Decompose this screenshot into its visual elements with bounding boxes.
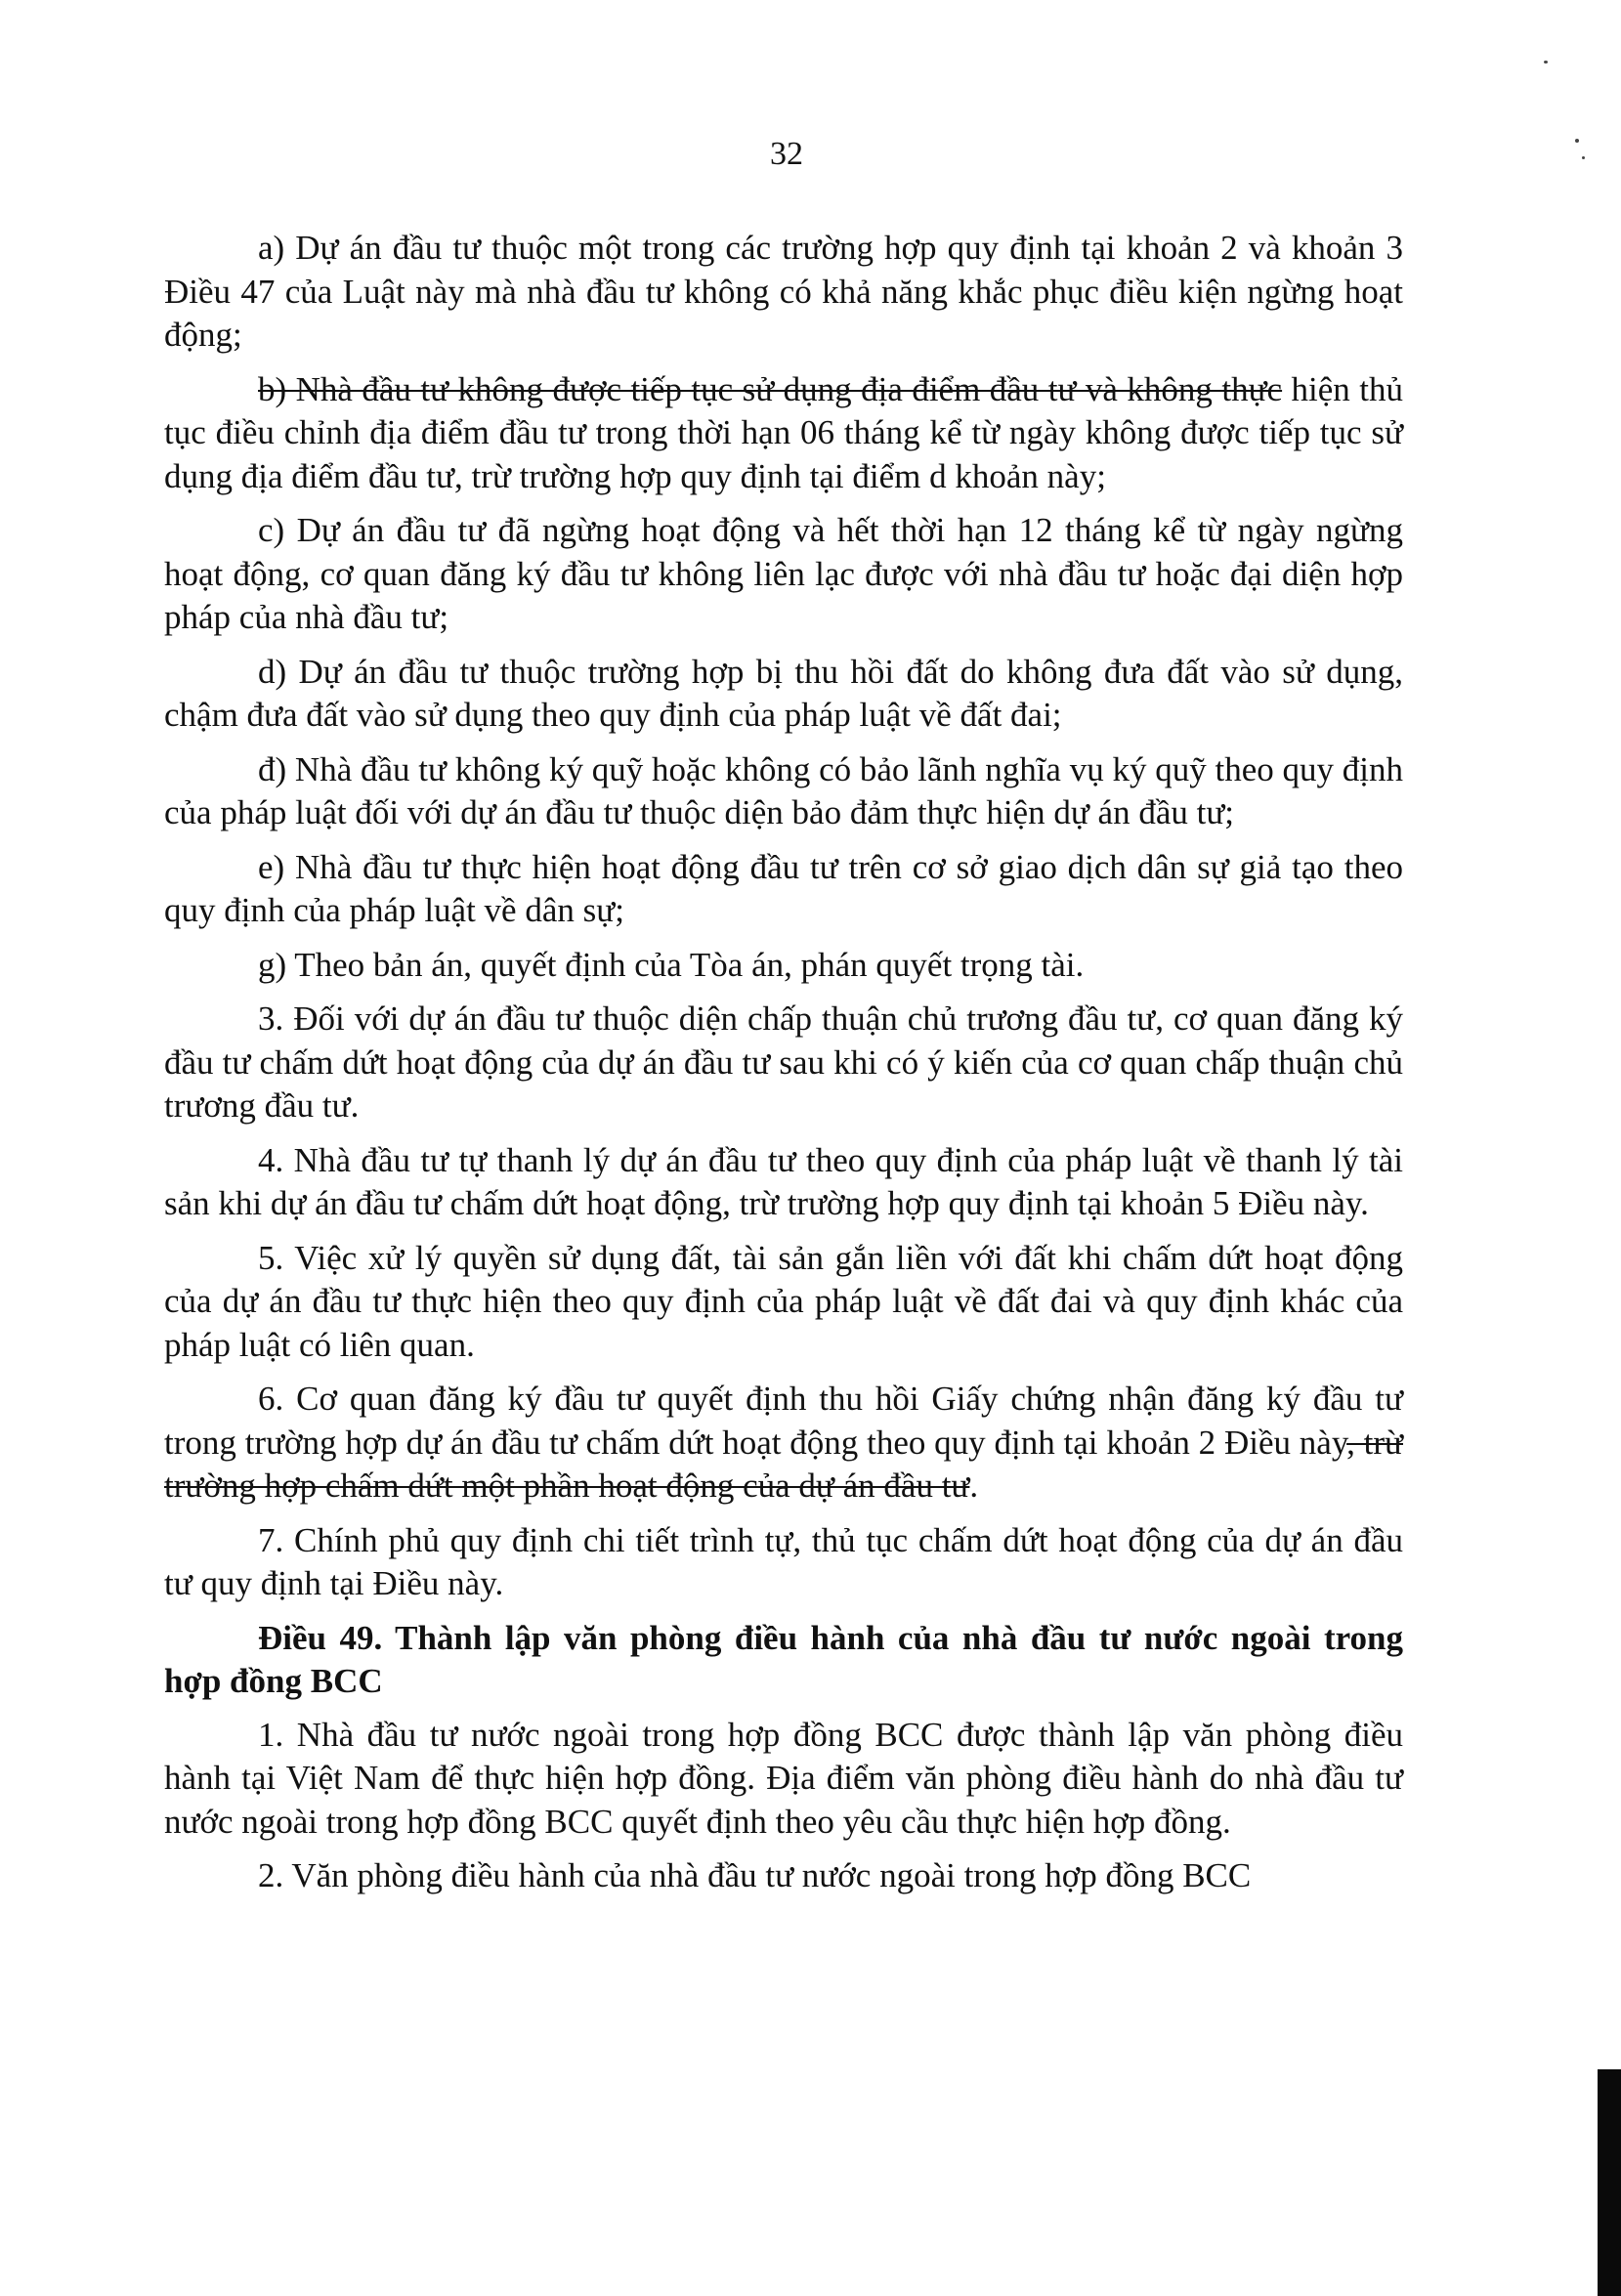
article-49-clause-2: 2. Văn phòng điều hành của nhà đầu tư nước ngoài trong hợp đồng BCC [258, 1856, 1252, 1894]
clause-4: 4. Nhà đầu tư tự thanh lý dự án đầu tư theo quy định của pháp luật về thanh lý tài sản khi dự án đầu tư chấm dứt hoạt động, trừ trường hợp quy định tại khoản 5 Điều này. [164, 1140, 1403, 1222]
clause-6-end: . [969, 1467, 979, 1505]
clause-6-struck-text: , trừ trường hợp chấm dứt một phần hoạt động của dự án đầu tư [164, 1423, 1403, 1505]
scan-speck [1582, 156, 1585, 159]
item-b [164, 368, 1403, 499]
clause-6 [164, 1378, 1403, 1509]
document-body [164, 227, 1403, 1909]
clause-6-text: 6. Cơ quan đăng ký đầu tư quyết định thu hồi Giấy chứng nhận đăng ký đầu tư trong trường hợp dự án đầu tư chấm dứt hoạt động theo quy định tại khoản 2 Điều này [164, 1380, 1403, 1462]
item-a: a) Dự án đầu tư thuộc một trong các trường hợp quy định tại khoản 2 và khoản 3 Điều 47 của Luật này mà nhà đầu tư không có khả năng khắc phục điều kiện ngừng hoạt động; [164, 229, 1403, 354]
item-dd: đ) Nhà đầu tư không ký quỹ hoặc không có bảo lãnh nghĩa vụ ký quỹ theo quy định của pháp luật đối với dự án đầu tư thuộc diện bảo đảm thực hiện dự án đầu tư; [164, 749, 1403, 831]
page-number: 32 [770, 136, 803, 172]
article-49-clause-1: 1. Nhà đầu tư nước ngoài trong hợp đồng BCC được thành lập văn phòng điều hành tại Việt Nam để thực hiện hợp đồng. Địa điểm văn phòng điều hành do nhà đầu tư nước ngoài trong hợp đồng BCC quyết định theo yêu cầu thực hiện hợp đồng. [164, 1715, 1403, 1841]
item-g: g) Theo bản án, quyết định của Tòa án, phán quyết trọng tài. [258, 945, 1085, 984]
clause-5: 5. Việc xử lý quyền sử dụng đất, tài sản gắn liền với đất khi chấm dứt hoạt động của dự án đầu tư thực hiện theo quy định của pháp luật về đất đai và quy định khác của pháp luật có liên quan. [164, 1238, 1403, 1364]
item-d: d) Dự án đầu tư thuộc trường hợp bị thu hồi đất do không đưa đất vào sử dụng, chậm đưa đất vào sử dụng theo quy định của pháp luật về đất đai; [164, 652, 1403, 734]
article-49-heading: Điều 49. Thành lập văn phòng điều hành của nhà đầu tư nước ngoài trong hợp đồng BCC [164, 1618, 1403, 1700]
item-b-text: hiện thủ tục điều chỉnh địa điểm đầu tư trong thời hạn 06 tháng kể từ ngày không được tiếp tục sử dụng địa điểm đầu tư, trừ trường hợp quy định tại điểm d khoản này; [164, 369, 1403, 495]
item-c: c) Dự án đầu tư đã ngừng hoạt động và hết thời hạn 12 tháng kể từ ngày ngừng hoạt động, cơ quan đăng ký đầu tư không liên lạc được với nhà đầu tư hoặc đại diện hợp pháp của nhà đầu tư; [164, 511, 1403, 636]
scan-speck [1544, 61, 1548, 64]
clause-7: 7. Chính phủ quy định chi tiết trình tự, thủ tục chấm dứt hoạt động của dự án đầu tư quy định tại Điều này. [164, 1520, 1403, 1602]
item-b-struck-text: b) Nhà đầu tư không được tiếp tục sử dụng địa điểm đầu tư và không thực [258, 369, 1283, 408]
scan-speck [1575, 139, 1579, 143]
clause-3: 3. Đối với dự án đầu tư thuộc diện chấp thuận chủ trương đầu tư, cơ quan đăng ký đầu tư chấm dứt hoạt động của dự án đầu tư sau khi có ý kiến của cơ quan chấp thuận chủ trương đầu tư. [164, 999, 1403, 1125]
item-e: e) Nhà đầu tư thực hiện hoạt động đầu tư trên cơ sở giao dịch dân sự giả tạo theo quy định của pháp luật về dân sự; [164, 847, 1403, 929]
scan-edge-bar [1598, 2069, 1621, 2296]
